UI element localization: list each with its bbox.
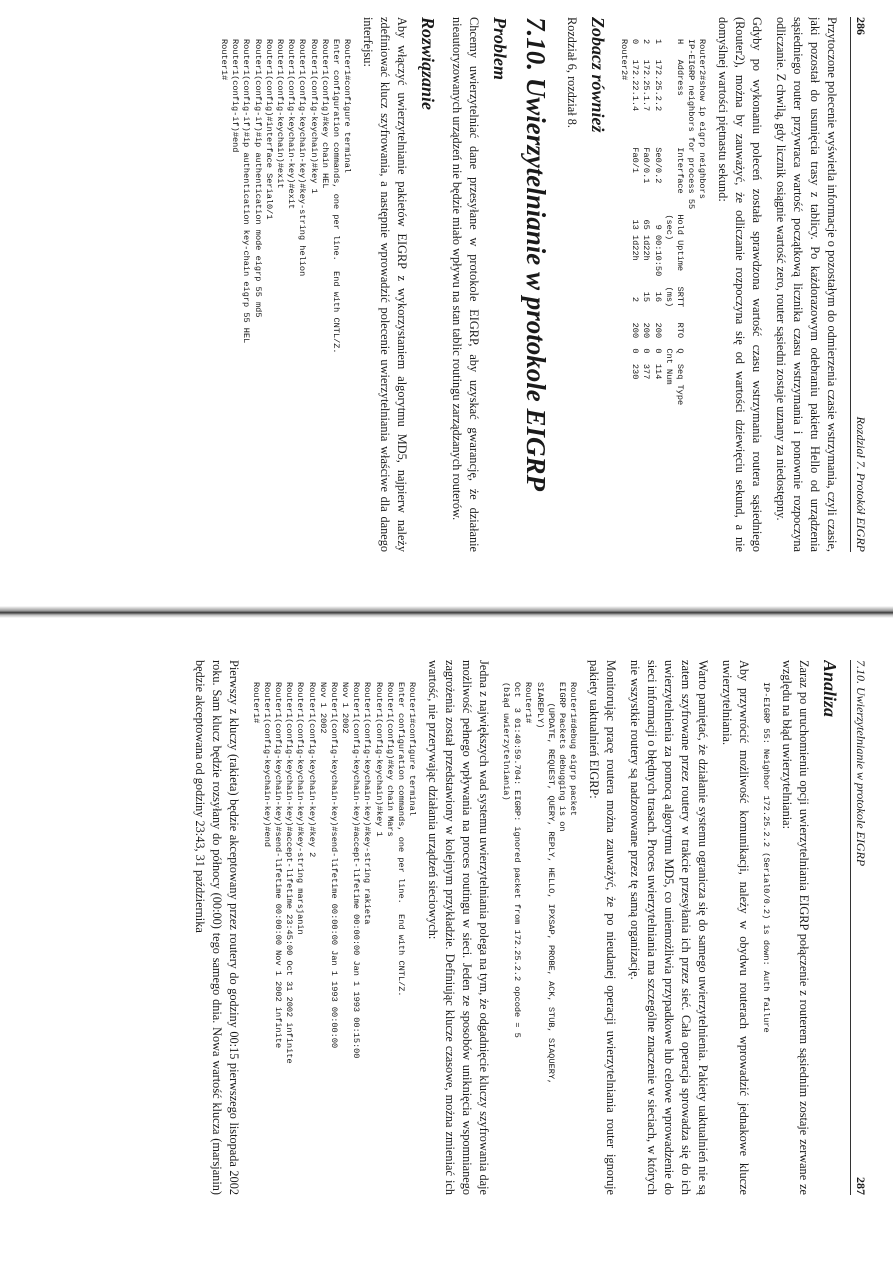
see-also-heading: Zobacz również	[587, 17, 608, 133]
paragraph: Przytoczone polecenie wyświetla informacje o pozostałym do odmierzenia czasie wstrzymania, czyli czasie, jaki pozostał do usunięcia trasy z tablicy. Po każdorazowym odebraniu pakietu Hello od urządzenia sąsiedniego router przywraca wartość początkową licznika czasu wstrzymania i ponownie rozpoczyna odliczanie. Z chwilą, gdy licznik osiągnie wartość zero, router sąsiedni zostaje uznany za niedostępny.	[774, 17, 839, 552]
paragraph: Monitorując pracę routera można zauważyć, że po nieudanej operacji uwierzytelniania router ignoruje pakiety uaktualnień EIGRP:	[587, 660, 619, 1195]
chapter-title: Rozdział 7. Protokół EIGRP	[854, 416, 868, 552]
page-divider	[0, 606, 893, 618]
page-content	[33, 17, 868, 552]
problem-heading: Problem	[489, 17, 510, 80]
running-header	[850, 17, 868, 552]
running-header	[850, 660, 868, 1195]
section-header: 7.10. Uwierzytelnianie w protokole EIGRP	[854, 660, 868, 867]
see-also-text: Rozdział 6, rozdział 8.	[564, 17, 579, 128]
paragraph: Jedna z największych wad systemu uwierzytelniania polega na tym, że odgadnięcie kluczy szyfrowania daje możliwość pełnego wpływania na proces routingu w sieci. Jeden ze sposobów uniknięcia wspomnianego zagrożenia został przedstawiony w kolejnym przykładzie. Definiując klucze czasowe, można zmieniać ich wartość, nie przerywając działania urządzeń sieciowych:	[426, 660, 491, 1195]
paragraph: Pierwszy z kluczy (rakieta) będzie akceptowany przez routery do godziny 00:15 pierwszego listopada 2002 roku. Sam klucz będzie rozsyłany do północy (00:00) tego samego dnia. Nowa wartość klucza (marsjanin) będzie akceptowana od godziny 23:43, 31 października	[192, 660, 241, 1195]
page-number: 287	[854, 1177, 868, 1195]
page-content	[33, 660, 868, 1195]
paragraph: Gdyby po wykonaniu poleceń została sprawdzona wartość czasu wstrzymania routera sąsiedniego (Router2), można by zauważyć, że odliczanie rozpoczyna się od wartości dziewięciu sekund, a nie domyślnej wartości piętnastu sekund:	[716, 17, 765, 552]
paragraph: Warto pamiętać, że działanie systemu ogranicza się do samego uwierzytelnienia. Pakiety uaktualnień nie są zatem szyfrowane przez routery w trakcie przesyłania ich przez sieć. Cała operacja sprowadza się do ich uwierzytelnienia za pomocą algorytmu MD5, co uniemożliwia przypadkowe lub celowe wprowadzenie do sieci informacji o błędnych trasach. Proces uwierzytelniania ma szczególne znaczenie w sieciach, w których nie wszystkie routery są nadzorowane przez tę samą organizację.	[628, 660, 710, 1195]
code-block: IP-EIGRP 55: Neighbor 172.25.2.2 (Serial0/0.2) is down: Auth failure	[761, 682, 772, 1033]
code-block: Router1#debug eigrp packet EIGRP Packets debugging is on (UPDATE, REQUEST, QUERY, REPLY, HELLO, IPXSAP, PROBE, ACK, STUB, SIAQUERY, SIAREPLY) Router1# Oct 3 01:40:59.704: EIGRP: ignored packet from 172.25.2.2 opcode = 5 (błąd uwierzytelniania)	[501, 682, 579, 1085]
analysis-heading: Analiza	[820, 660, 840, 718]
problem-text: Chcemy uwierzytelniać dane przesyłane w protokole EIGRP, aby uzyskać gwarancję, że działanie nieautoryzowanych urządzeń nie będzie miało wpływu na stan tablic routingu zarządzanych routerów.	[449, 17, 481, 552]
solution-text: Aby włączyć uwierzytelnianie pakietów EIGRP z wykorzystaniem algorytmu MD5, najpierw należy zdefiniować klucz szyfrowania, a następnie wprowadzić polecenie uwierzytelniania właściwe dla danego interfejsu:	[361, 17, 409, 552]
page-287	[15, 630, 886, 1225]
code-block: Router1#configure terminal Enter configuration commands, one per line. End with CNTL/Z. Router1(config)#key chain Mars Router1(config-keychain)#key 1 Router1(config-keychain-key)#key-string rakieta Router1(config-keychain-key)#accept-lifetime 00:00:00 Jan 1 1993 00:15:00 Nov 1 2002 Router1(config-keychain-key)#send-lifetime 00:00:00 Jan 1 1993 00:00:00 Nov 1 2002 Router1(config-keychain-key)#key 2 Router1(config-keychain-key)#key-string marsjanin Router1(config-keychain-key)#accept-lifetime 23:45:00 Oct 31 2002 infinite Router1(config-keychain-key)#send-lifetime 00:00:00 Nov 1 2002 infinite Router1(config-keychain-key)#end Router1#	[250, 682, 418, 1064]
paragraph: Aby przywrócić możliwość komunikacji, należy w obydwu routerach wprowadzić jednakowe klucze uwierzytelniania.	[719, 660, 751, 1195]
paragraph: Zaraz po uruchomieniu opcji uwierzytelniania EIGRP połączenie z routerem sąsiednim zostaje zerwane ze względu na błąd uwierzytelniania:	[780, 660, 811, 1195]
code-block: Router1#configure terminal Enter configuration commands, one per line. End with CNTL/Z. Router1(config)#key chain HEL Router1(config-keychain)#key 1 Router1(config-keychain-key)#key-string helion Router1(config-keychain-key)#exit Router1(config-keychain)#exit Router1(config)#interface Serial0/1 Router1(config-if)#ip authentication mode eigrp 55 md5 Router1(config-if)#ip authentication key-chain eigrp 55 HEL Router1(config-if)#end Router1#	[219, 39, 353, 354]
solution-heading: Rozwiązanie	[417, 17, 438, 111]
section-title: 7.10. Uwierzytelnianie w protokole EIGRP	[520, 17, 551, 492]
page-286	[15, 0, 886, 582]
page-number: 286	[854, 17, 868, 35]
code-block: Router2#show ip eigrp neighbors IP-EIGRP neighbors for process 55 H Address Interface Hold Uptime SRTT RTO Q Seq Type (sec) (ms) Cnt Num 1 172.25.2.2 Se0/0.2 9 00:10:50 16 200 0 114 2 172.25.1.7 Fa0/0.1 65 1d22h 15 200 0 377 0 172.22.1.4 Fa0/1 13 1d22h 2 200 0 230 Router2#	[619, 39, 708, 406]
